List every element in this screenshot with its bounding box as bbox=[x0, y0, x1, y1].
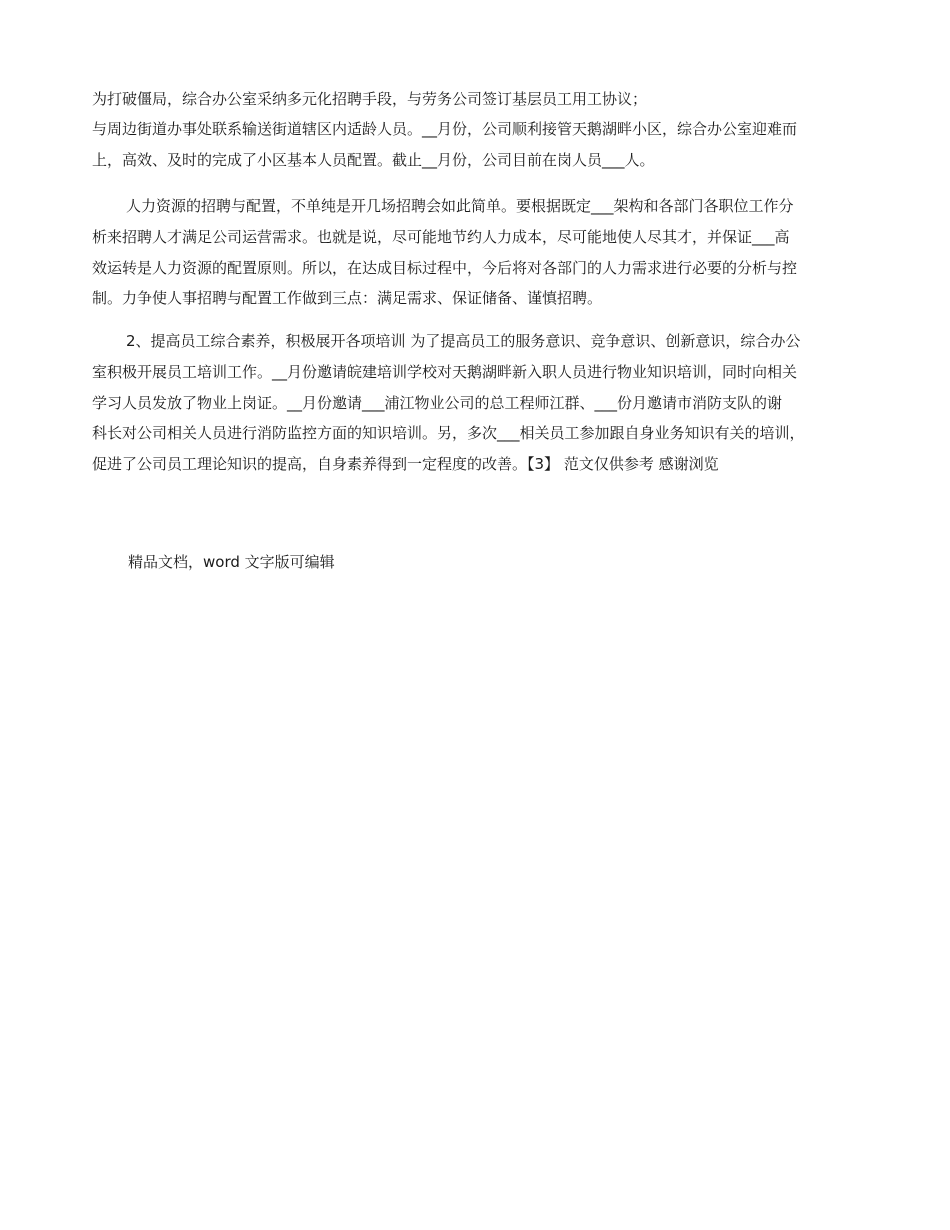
paragraph-1-line-2: 与周边街道办事处联系输送街道辖区内适龄人员。__月份，公司顺利接管天鹅湖畔小区，综合办公室迎难而 bbox=[92, 120, 798, 138]
paragraph-2-line-4: 制。力争使人事招聘与配置工作做到三点：满足需求、保证储备、谨慎招聘。 bbox=[92, 289, 603, 307]
footer-note: 精品文档，word 文字版可编辑 bbox=[128, 553, 335, 571]
paragraph-1-line-1: 为打破僵局，综合办公室采纳多元化招聘手段，与劳务公司签订基层员工用工协议； bbox=[92, 90, 648, 108]
paragraph-3-line-3: 学习人员发放了物业上岗证。__月份邀请___浦江物业公司的总工程师江群、___份月邀请市消防支队的谢 bbox=[92, 394, 783, 412]
paragraph-3-line-5: 促进了公司员工理论知识的提高，自身素养得到一定程度的改善。【3】 范文仅供参考 感谢浏览 bbox=[92, 455, 719, 473]
paragraph-3-line-1: 2、提高员工综合素养，积极展开各项培训 为了提高员工的服务意识、竞争意识、创新意识，综合办公 bbox=[126, 332, 801, 350]
paragraph-1-line-3: 上，高效、及时的完成了小区基本人员配置。截止__月份，公司目前在岗人员___人。 bbox=[92, 151, 655, 169]
paragraph-2-line-2: 析来招聘人才满足公司运营需求。也就是说，尽可能地节约人力成本，尽可能地使人尽其才，并保证___高 bbox=[92, 228, 790, 246]
paragraph-2-line-3: 效运转是人力资源的配置原则。所以，在达成目标过程中，今后将对各部门的人力需求进行必要的分析与控 bbox=[92, 259, 798, 277]
paragraph-3-line-2: 室积极开展员工培训工作。__月份邀请皖建培训学校对天鹅湖畔新入职人员进行物业知识培训，同时向相关 bbox=[92, 363, 798, 381]
paragraph-3-line-4: 科长对公司相关人员进行消防监控方面的知识培训。另，多次___相关员工参加跟自身业务知识有关的培训， bbox=[92, 424, 805, 442]
paragraph-2-line-1: 人力资源的招聘与配置，不单纯是开几场招聘会如此简单。要根据既定___架构和各部门各职位工作分 bbox=[126, 197, 794, 215]
